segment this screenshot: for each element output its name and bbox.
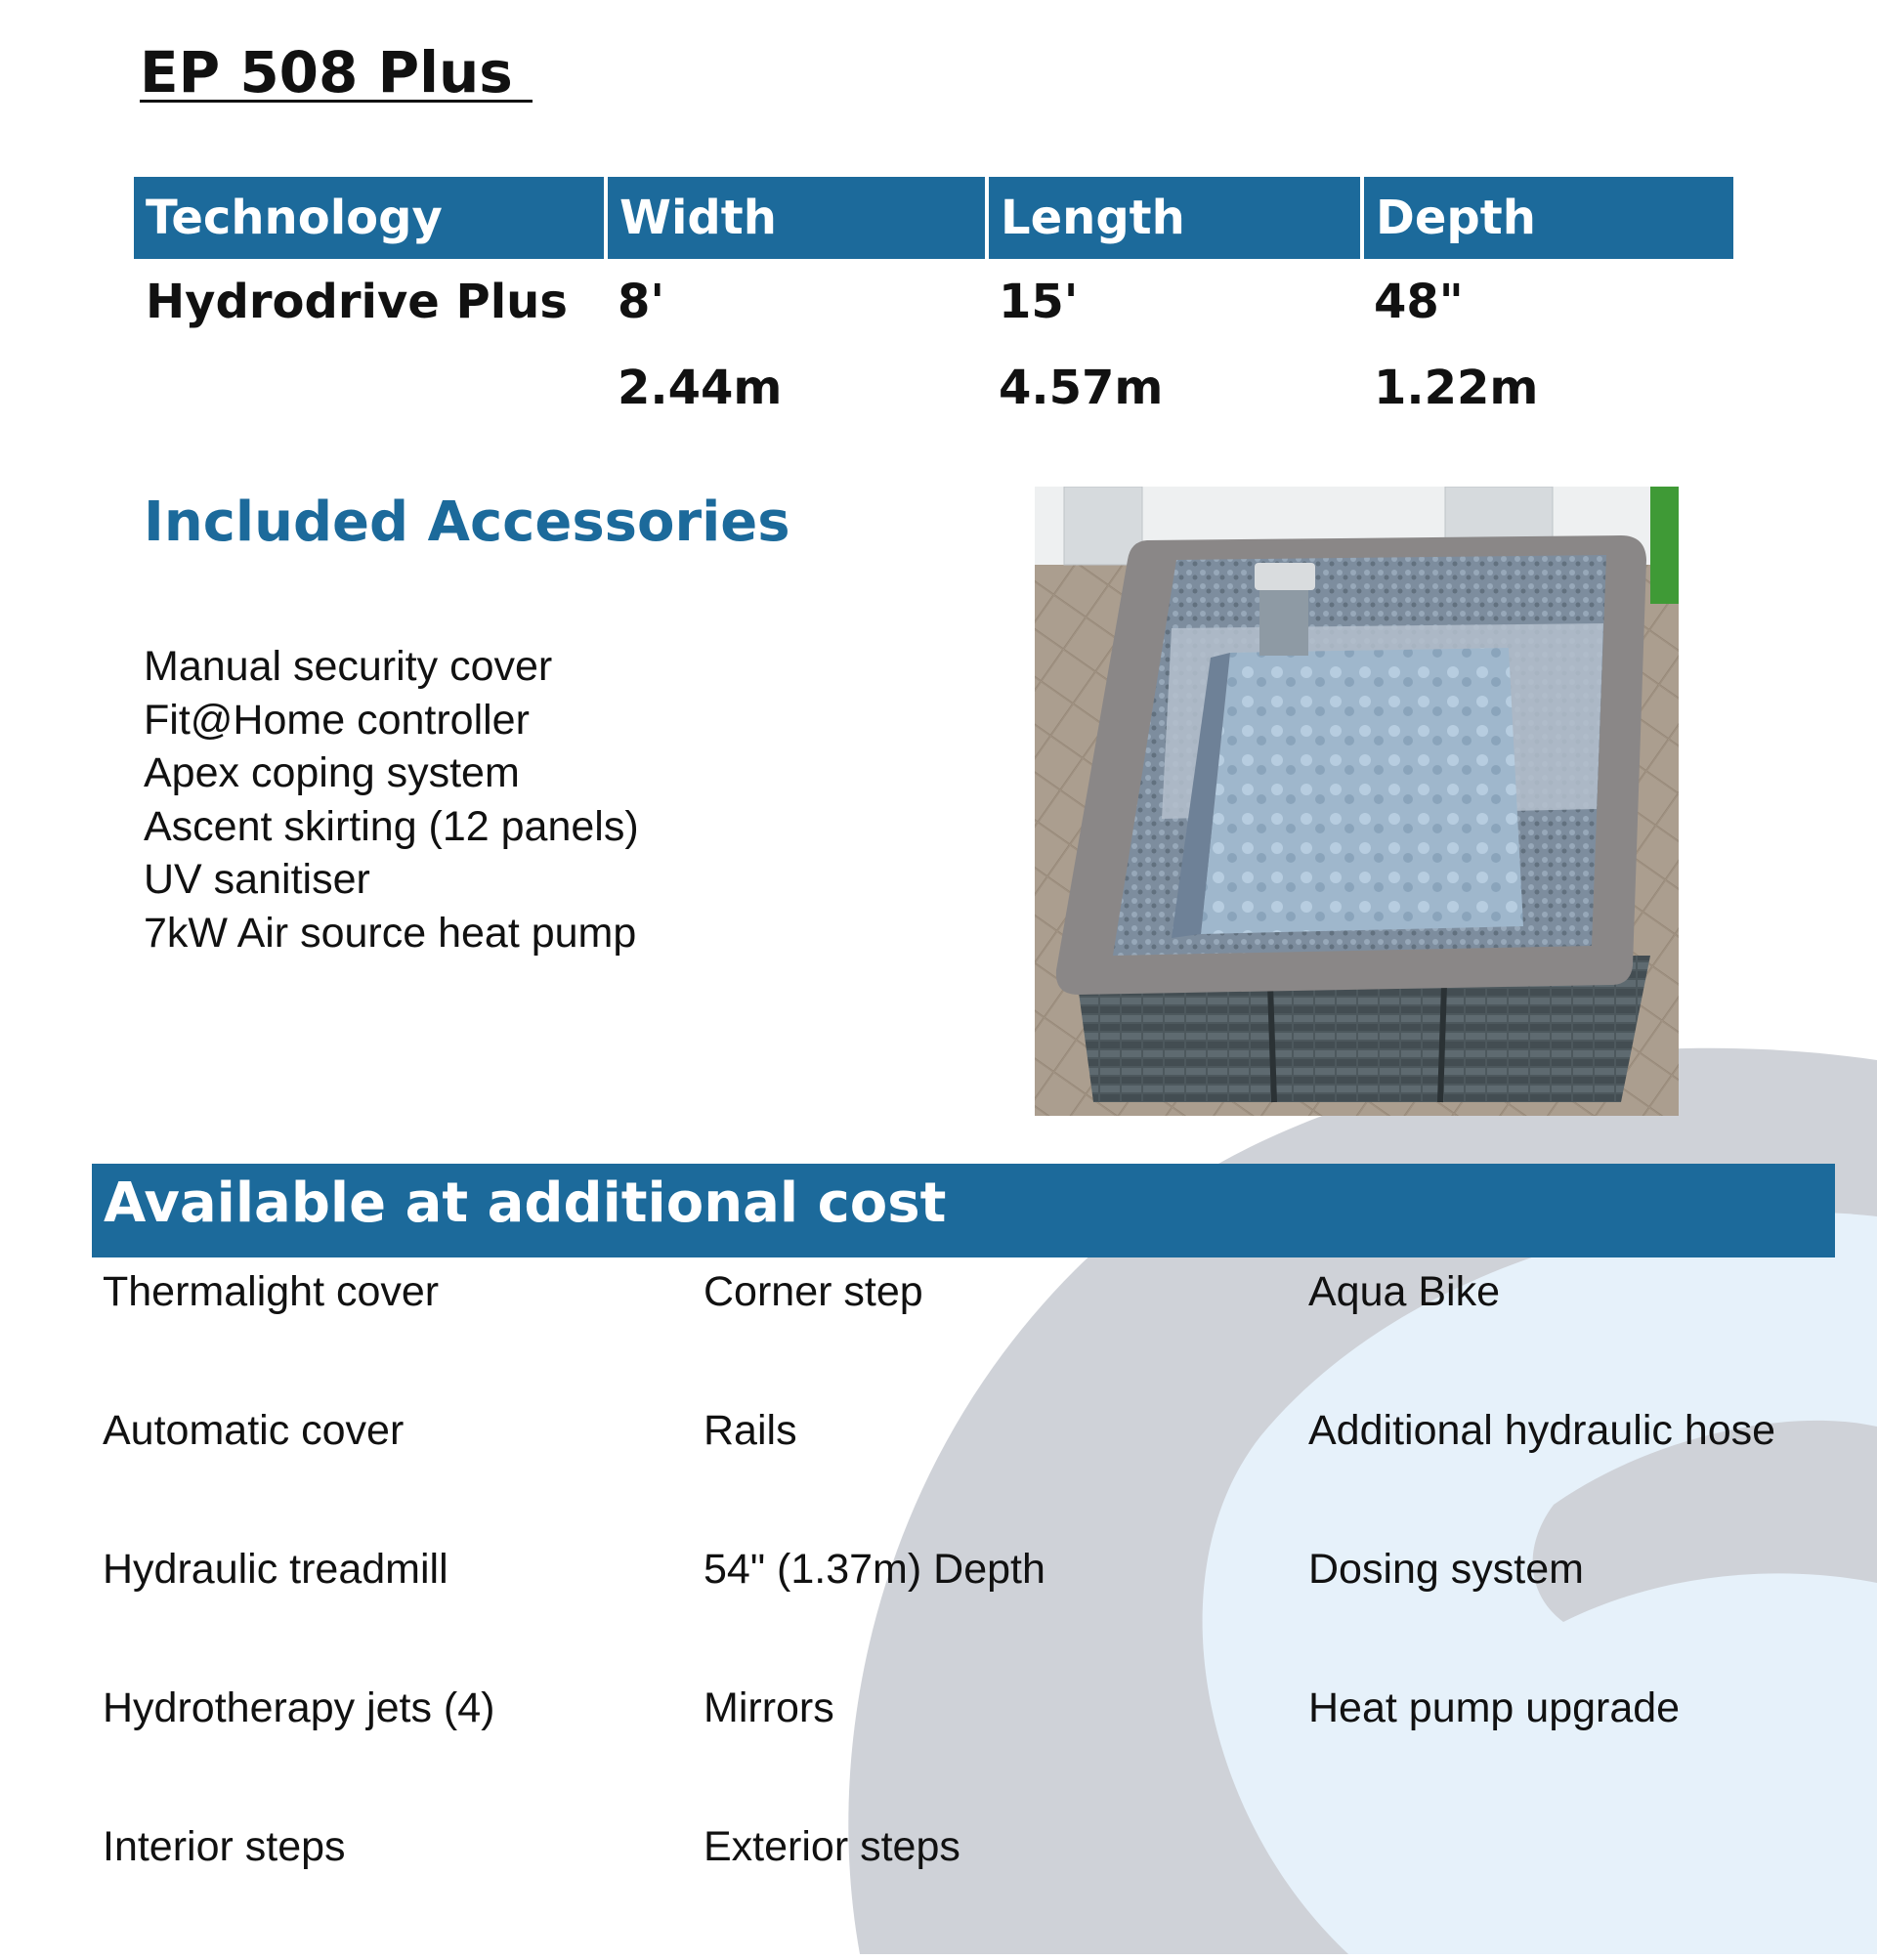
technology-value: Hydrodrive Plus [146,275,568,329]
length-imperial: 15' [999,275,1079,329]
included-accessories-list [144,640,639,959]
header-technology: Technology [134,177,606,259]
length-metric: 4.57m [999,361,1164,415]
width-imperial: 8' [618,275,665,329]
accessory-item: Ascent skirting (12 panels) [144,802,639,850]
additional-item: Aqua Bike [1308,1268,1501,1315]
spec-row-imperial [134,259,1733,345]
header-length: Length [987,177,1362,259]
width-metric: 2.44m [618,361,783,415]
spec-header-row [134,177,1733,259]
additional-item: Mirrors [704,1684,834,1731]
accessory-item: Manual security cover [144,643,553,690]
additional-item: Interior steps [103,1823,346,1870]
additional-item: Corner step [704,1268,923,1315]
additional-item: Thermalight cover [103,1268,440,1315]
header-width: Width [606,177,987,259]
additional-item: 54" (1.37m) Depth [704,1546,1045,1593]
additional-item: Rails [704,1407,797,1454]
spec-row-metric [134,345,1733,431]
additional-item: Automatic cover [103,1407,405,1454]
pool-floor [1201,648,1523,934]
additional-column-3 [1308,1266,1775,1821]
header-depth: Depth [1362,177,1733,259]
depth-metric: 1.22m [1374,361,1539,415]
additional-column-2 [704,1266,1045,1960]
technology-empty [134,345,606,431]
additional-item: Exterior steps [704,1823,960,1870]
pool-render-image [1035,487,1679,1116]
plant-window [1650,487,1679,604]
additional-item: Additional hydraulic hose [1308,1407,1776,1454]
page-title: EP 508 Plus [140,39,533,106]
accessory-item: UV sanitiser [144,856,370,903]
additional-item: Heat pump upgrade [1308,1684,1681,1731]
additional-cost-heading: Available at additional cost [104,1172,947,1235]
additional-item: Hydrotherapy jets (4) [103,1684,495,1731]
spec-table [134,177,1733,431]
included-accessories-heading: Included Accessories [144,490,790,554]
additional-cost-banner [92,1164,1835,1257]
additional-item: Hydraulic treadmill [103,1546,448,1593]
accessory-item: Fit@Home controller [144,696,530,744]
accessory-item: 7kW Air source heat pump [144,909,637,957]
accessory-item: Apex coping system [144,749,520,796]
additional-item: Dosing system [1308,1546,1584,1593]
additional-column-1 [103,1266,495,1960]
depth-imperial: 48" [1374,275,1464,329]
